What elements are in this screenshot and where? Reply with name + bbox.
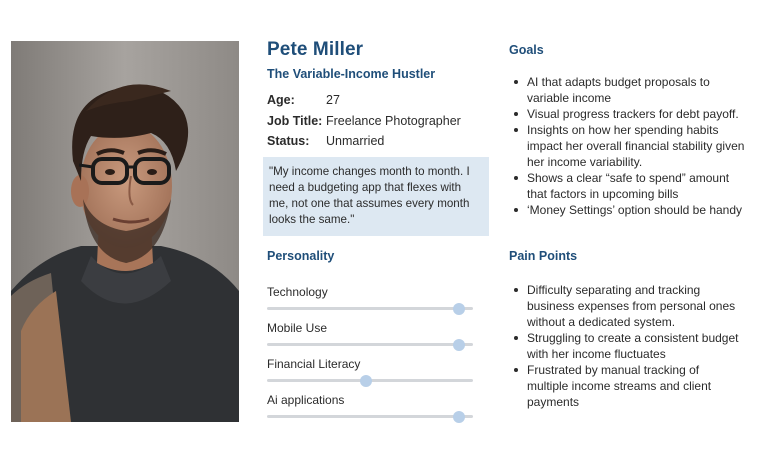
slider-knob xyxy=(453,303,465,315)
persona-tagline: The Variable-Income Hustler xyxy=(267,67,436,81)
slider-knob xyxy=(453,339,465,351)
goals-list xyxy=(509,74,749,218)
fact-label: Status: xyxy=(267,134,310,148)
slider-label: Technology xyxy=(267,285,328,299)
fact-label: Age: xyxy=(267,93,295,107)
slider-track xyxy=(267,343,473,346)
slider-label: Mobile Use xyxy=(267,321,328,335)
personality-slider-financial-literacy xyxy=(267,356,473,372)
fact-job-title xyxy=(267,114,461,128)
persona-name: Pete Miller xyxy=(267,39,364,60)
fact-value: 27 xyxy=(326,93,340,107)
goals-heading: Goals xyxy=(509,43,544,57)
pain-points-heading: Pain Points xyxy=(509,249,578,263)
persona-portrait-illustration xyxy=(11,41,239,422)
goal-item: Insights on how her spending habits impact her overall financial stability given her income variability. xyxy=(509,122,749,170)
slider-track xyxy=(267,415,473,418)
goal-item: Visual progress trackers for debt payoff. xyxy=(509,106,749,122)
slider-label: Financial Literacy xyxy=(267,357,361,371)
personality-slider-mobile-use xyxy=(267,320,473,336)
fact-status xyxy=(267,134,384,148)
goal-item: Shows a clear “safe to spend” amount that factors in upcoming bills xyxy=(509,170,749,202)
personality-heading: Personality xyxy=(267,249,335,263)
goal-item: ‘Money Settings’ option should be handy xyxy=(509,202,749,218)
fact-value: Unmarried xyxy=(326,134,385,148)
pain-point-item: Frustrated by manual tracking of multiple income streams and client payments xyxy=(509,362,741,410)
fact-age xyxy=(267,93,340,107)
personality-slider-technology xyxy=(267,284,473,300)
pain-point-item: Struggling to create a consistent budget with her income fluctuates xyxy=(509,330,741,362)
goal-item: AI that adapts budget proposals to variable income xyxy=(509,74,749,106)
fact-value: Freelance Photographer xyxy=(326,114,461,128)
slider-track xyxy=(267,307,473,310)
persona-quote: "My income changes month to month. I need a budgeting app that flexes with me, not one that assumes every month looks the same." xyxy=(263,157,489,236)
fact-label: Job Title: xyxy=(267,114,323,128)
pain-point-item: Difficulty separating and tracking business expenses from personal ones without a dedicated system. xyxy=(509,282,741,330)
slider-label: Ai applications xyxy=(267,393,345,407)
slider-knob xyxy=(453,411,465,423)
persona-photo xyxy=(11,41,239,422)
personality-slider-ai-applications xyxy=(267,392,473,408)
pain-points-list xyxy=(509,282,741,410)
slider-knob xyxy=(360,375,372,387)
